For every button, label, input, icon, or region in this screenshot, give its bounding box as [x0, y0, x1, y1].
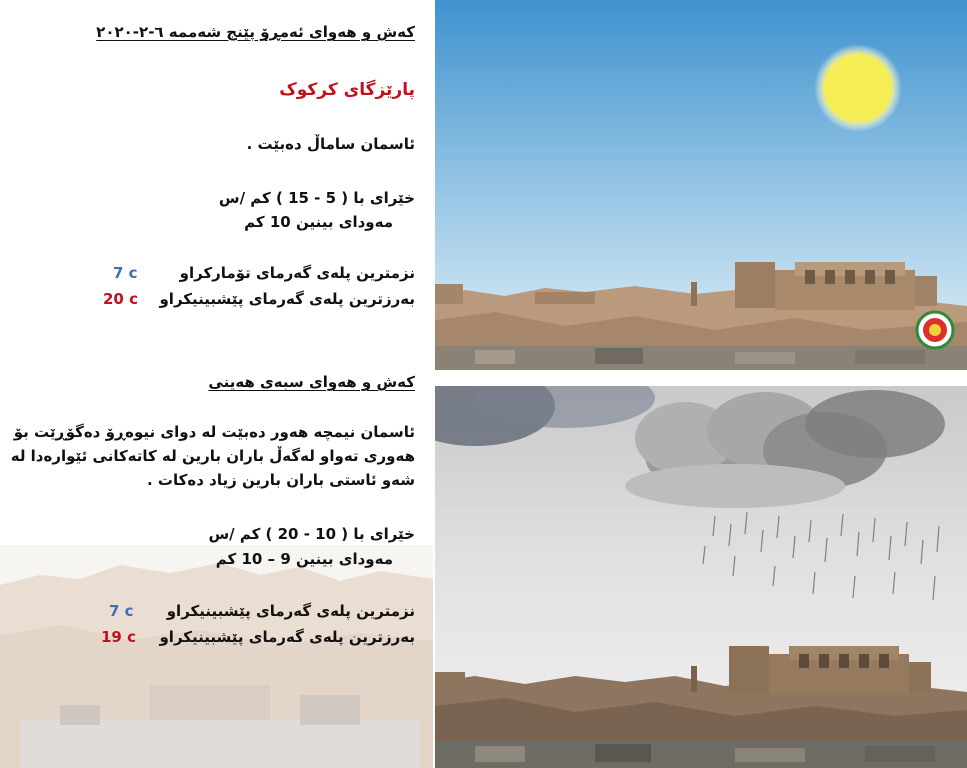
- today-min-value: 7 c: [113, 264, 138, 282]
- weather-logo: [917, 312, 953, 348]
- tomorrow-sky-line-1: ئاسمان نیمچە هەور دەبێت لە دوای نیوەڕۆ دەگۆڕێت بۆ: [13, 423, 415, 441]
- tomorrow-max-label: بەرزترین پلەی گەرمای پێشبینیکراو: [159, 628, 415, 646]
- today-title: کەش و هەوای ئەمڕۆ پێنج شەممە ٦-٢-٢٠٢٠: [96, 23, 415, 41]
- tomorrow-max-value: 19 c: [101, 628, 136, 646]
- today-weather-image: [435, 0, 967, 370]
- today-sky: ئاسمان ساماڵ دەبێت .: [246, 135, 415, 153]
- tomorrow-min-label: نزمترین پلەی گەرمای پێشبینیکراو: [166, 602, 415, 620]
- today-max-label: بەرزترین پلەی گەرمای پێشبینیکراو: [159, 290, 415, 308]
- forecast-image-column: [435, 0, 967, 768]
- station-name: پارێزگای کرکوک: [279, 80, 415, 100]
- today-wind: خێرای با ( 5 - 15 ) کم /س: [218, 189, 415, 207]
- today-min-row: [15, 264, 415, 284]
- tomorrow-title: کەش و هەوای سبەی هەینی: [208, 373, 415, 391]
- tomorrow-wind: خێرای با ( 10 - 20 ) کم /س: [208, 525, 415, 543]
- tomorrow-min-value: 7 c: [109, 602, 134, 620]
- today-max-value: 20 c: [103, 290, 138, 308]
- tomorrow-weather-image: [435, 386, 967, 768]
- sun-icon: [814, 44, 902, 132]
- today-visibility: مەودای بینین 10 کم: [244, 213, 393, 231]
- tomorrow-max-row: [15, 628, 415, 648]
- tomorrow-visibility: مەودای بینین 9 – 10 کم: [215, 550, 393, 568]
- today-max-row: [15, 290, 415, 310]
- forecast-text-column: [0, 0, 433, 768]
- tomorrow-sky-line-2: هەوری تەواو لەگەڵ باران بارین لە کاتەکانی ئێوارەدا لە: [10, 447, 415, 465]
- today-min-label: نزمترین پلەی گەرمای تۆمارکراو: [179, 264, 415, 282]
- tomorrow-sky-line-3: شەو ئاستی باران بارین زیاد دەکات .: [147, 471, 415, 489]
- tomorrow-min-row: [15, 602, 415, 622]
